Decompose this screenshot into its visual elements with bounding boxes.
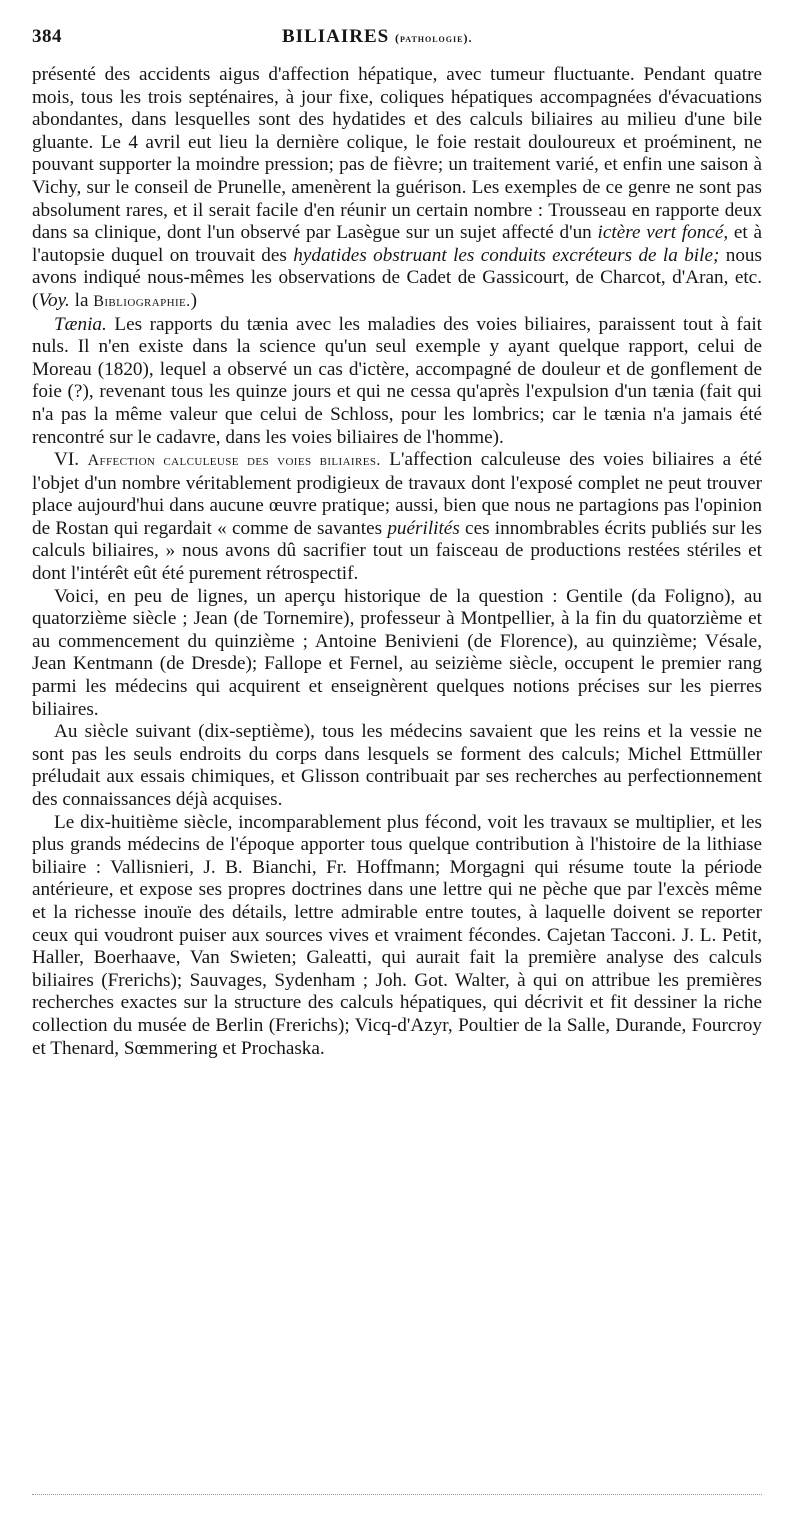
paragraph-1-text-4: la <box>69 289 94 311</box>
paragraph-dix-septieme: Au siècle suivant (dix-septième), tous les médecins savaient que les reins et la vessie ne sont pas les seuls endroits du corps dans lesquels se forment des calculs; Michel Ettmüller préludait aux essais chimiques, et Glisson contribuait par ses recherches au perfectionnement des connaissances déjà acquises. <box>32 721 762 810</box>
paragraph-1-text-5: ) <box>190 289 197 311</box>
paragraph-1-italic-2: hydatides obstruant les conduits excréteurs de la bile; <box>293 244 720 266</box>
page-number: 384 <box>32 26 62 47</box>
paragraph-1-italic-3: Voy. <box>38 289 70 311</box>
running-head <box>282 26 472 48</box>
section-heading: Affection calculeuse des voies biliaires. <box>87 452 381 470</box>
paragraph-taenia-text: Les rapports du tænia avec les maladies des voies biliaires, paraissent tout à fait nuls. Il n'en existe dans la science qu'un seul exemple y ayant quelque rapport, celui de Moreau (1820), lequel a observé un cas d'ictère, accompagné de douleur et de gonflement de foie (?), revenant tous les quinze jours et qui ne cessa qu'après l'expulsion d'un tænia (fait qui n'a pas la même valeur que celui de Schloss, pour les lombrics; car le tænia n'a jamais été rencontré sur le cadavre, dans les voies biliaires de l'homme). <box>32 313 762 448</box>
page-header <box>32 26 762 60</box>
scan-noise-line <box>32 1494 762 1495</box>
paragraph-section-vi-text-1: L'affection calculeuse des voies biliaires a été l'objet d'un nombre véritablement prodigieux de travaux dont l'exposé complet ne peut trouver place aujourd'hui dans aucune œuvre pratique; aussi, bien que nous ne partagions pas l'opinion de Rostan qui regardait « comme de savantes <box>32 449 763 539</box>
paragraph-dix-huitieme: Le dix-huitième siècle, incomparablement plus fécond, voit les travaux se multiplier, et les plus grands médecins de l'époque apporter tous quelque contribution à l'histoire de la lithiase biliaire : Vallisnieri, J. B. Bianchi, Fr. Hoffmann; Morgagni qui résume toute la période antérieure, et expose ses propres doctrines dans une lettre qui ne pèche que par l'excès même et la richesse inouïe des détails, lettre admirable entre toutes, à laquelle doivent se reporter ceux qui voudront puiser aux sources vives et vraiment fécondes. Cajetan Tacconi. J. L. Petit, Haller, Boerhaave, Van Swieten; Galeatti, qui aurait fait la première analyse des calculs biliaires (Frerichs); Sauvages, Sydenham ; Joh. Got. Walter, à qui on attribue les premières recherches exactes sur la structure des calculs hépatiques, qui décrivit et fit dessiner la riche collection du musée de Berlin (Frerichs); Vicq-d'Azyr, Poultier de la Salle, Durande, Fourcroy et Thenard, Sœmmering et Prochaska. <box>32 811 762 1059</box>
running-head-main: BILIAIRES <box>282 26 390 47</box>
section-number: VI. <box>54 449 88 471</box>
taenia-heading: Tænia. <box>54 313 107 335</box>
paragraph-1-text-3: nous avons indiqué nous-mêmes les observations de Cadet de Gassicourt, de Charcot, d'Aran, etc. ( <box>32 244 762 311</box>
bibliographie-reference: Bibliographie. <box>93 292 191 310</box>
paragraph-1-text-1: présenté des accidents aigus d'affection hépatique, avec tumeur fluctuante. Pendant quatre mois, tous les trois septénaires, à jour fixe, coliques hépatiques accompagnées d'évacuations abondantes, dans lesquelles sont des hydatides et des calculs biliaires au milieu d'une bile gluante. Le 4 avril eut lieu la dernière colique, le foie restait douloureux et proéminent, ne pouvant supporter la moindre pression; pas de fièvre; un traitement varié, et enfin une saison à Vichy, sur le conseil de Prunelle, amenèrent la guérison. Les exemples de ce genre ne sont pas absolument rares, et il serait facile d'en réunir un certain nombre : Trousseau en rapporte deux dans sa clinique, dont l'un observé par Lasègue sur un sujet affecté d'un <box>32 64 762 244</box>
paragraph-section-vi-italic: puérilités <box>387 517 460 539</box>
paragraph-historique: Voici, en peu de lignes, un aperçu historique de la question : Gentile (da Foligno), au quatorzième siècle ; Jean (de Tornemire), professeur à Montpellier, à la fin du quatorzième et au commencement du quinzième ; Antoine Benivieni (de Florence), au quinzième; Vésale, Jean Kentmann (de Dresde); Fallope et Fernel, au seizième siècle, occupent le premier rang parmi les médecins qui acquirent et enseignèrent quelques notions précises sur les pierres biliaires. <box>32 585 762 720</box>
paragraph-section-vi <box>32 449 762 586</box>
paragraph-section-vi-text-2: ces innombrables écrits publiés sur les calculs biliaires, » nous avons dû sacrifier tout un faisceau de productions restées stériles et dont l'intérêt eût été purement rétrospectif. <box>32 517 762 585</box>
paragraph-1-text-2: et à l'autopsie duquel on trouvait des <box>32 222 762 266</box>
paragraph-1 <box>32 64 762 314</box>
paragraph-1-italic-1: ictère vert foncé, <box>597 222 729 244</box>
running-head-sub: (pathologie). <box>394 31 473 45</box>
paragraph-taenia <box>32 314 762 450</box>
body-text <box>32 64 762 1060</box>
